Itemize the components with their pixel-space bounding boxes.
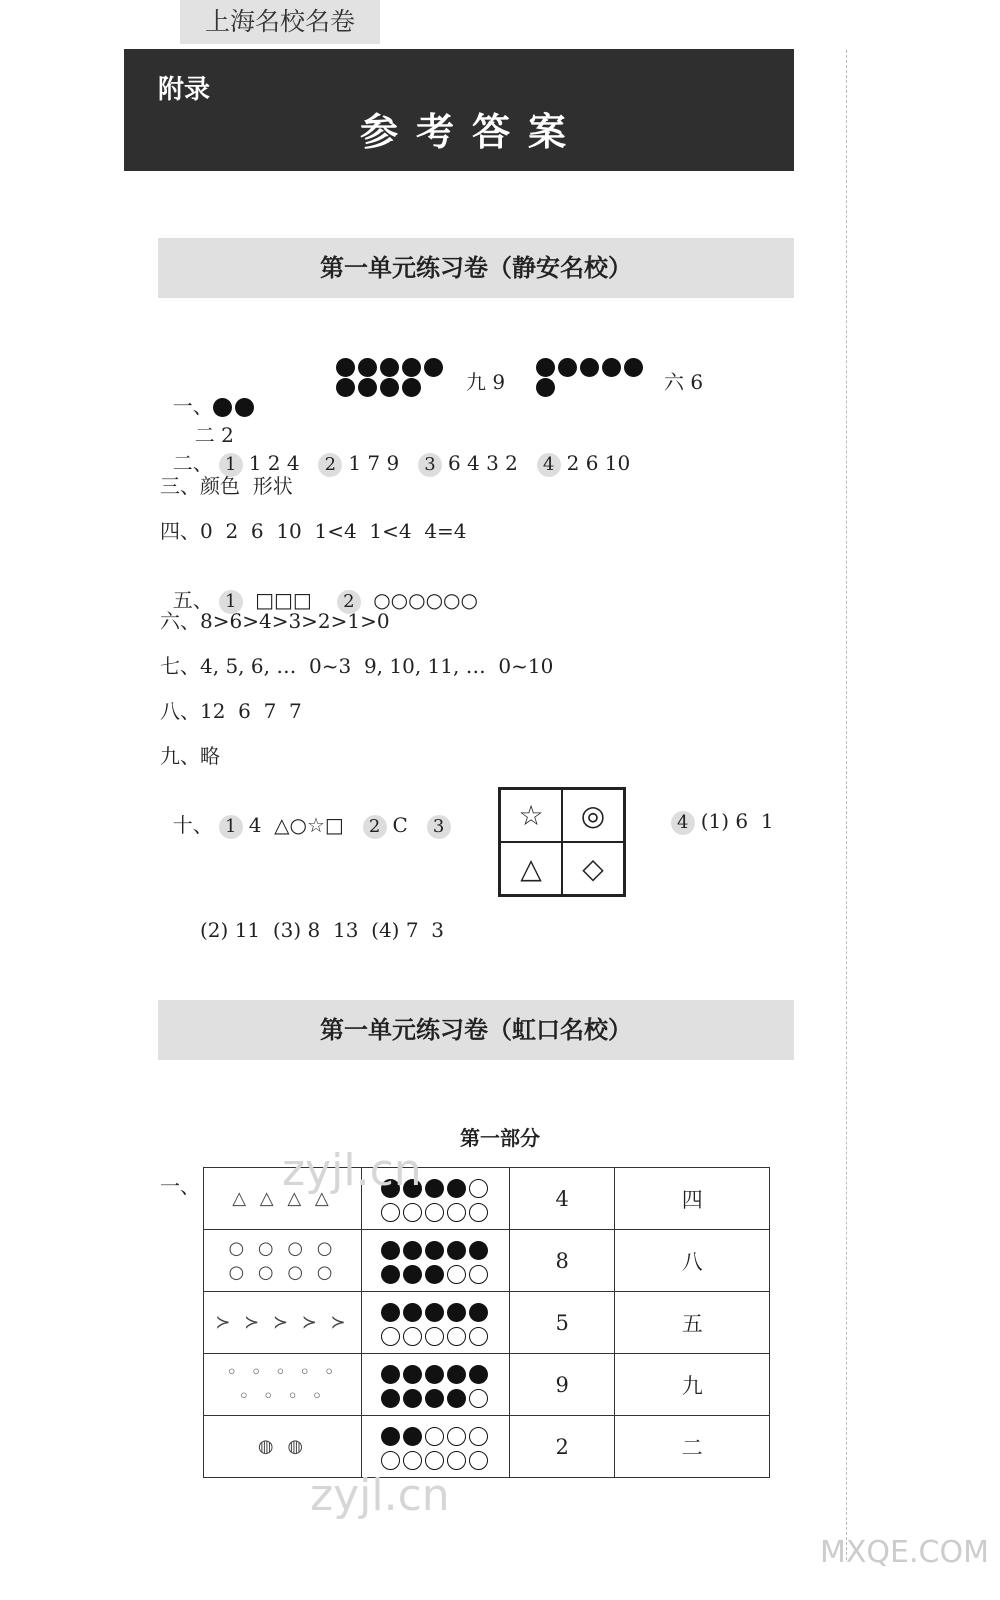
part-heading: 第一部分: [460, 1126, 540, 1150]
filled-circle: [425, 1365, 444, 1384]
ten-frame: [362, 1292, 510, 1354]
ten-frame: [362, 1230, 510, 1292]
empty-circle: [447, 1427, 466, 1446]
column-divider: [846, 50, 847, 1560]
apple-icon: ○ ○ ○ ○ ○ ○ ○ ○: [204, 1230, 362, 1292]
item-number: 1: [219, 815, 243, 839]
filled-circle: [447, 1389, 466, 1408]
count-chinese: 五: [615, 1292, 770, 1354]
answer-line-10-part4: [652, 785, 774, 835]
empty-circle: [425, 1203, 444, 1222]
line-prefix: 二、: [172, 451, 213, 475]
filled-circle: [425, 1389, 444, 1408]
empty-circle: [447, 1265, 466, 1284]
watermark: zyjl.cn: [282, 1145, 422, 1196]
item-number: 4: [537, 453, 561, 477]
filled-circle: [425, 1303, 444, 1322]
watermark: MXQE.COM: [820, 1535, 989, 1570]
empty-circle: [425, 1327, 444, 1346]
empty-circle: [381, 1451, 400, 1470]
table-row: [204, 1416, 770, 1478]
count-table: [203, 1167, 770, 1478]
item-number: 3: [418, 453, 442, 477]
line-prefix: 十、: [172, 813, 213, 837]
dot-group-6: [536, 357, 646, 397]
pear-icon: △ △ △ △: [204, 1168, 362, 1230]
count-chinese: 八: [615, 1230, 770, 1292]
shape-grid: [498, 787, 626, 897]
line-prefix: 五、: [172, 588, 213, 612]
answer-line-11: (2) 11 (3) 8 13 (4) 7 3: [200, 918, 444, 942]
filled-circle: [381, 1303, 400, 1322]
table-row: [204, 1292, 770, 1354]
filled-circle: [403, 1303, 422, 1322]
answer-text: ○○○○○○: [373, 588, 478, 612]
ten-frame: [362, 1416, 510, 1478]
empty-circle: [403, 1203, 422, 1222]
filled-circle: [425, 1179, 444, 1198]
empty-circle: [469, 1203, 488, 1222]
diamond-icon: ◇: [562, 842, 624, 895]
answer-text: 九 9: [466, 370, 506, 394]
carrot-icon: ≻ ≻ ≻ ≻ ≻: [204, 1292, 362, 1354]
section-heading-1: 第一单元练习卷（静安名校）: [158, 238, 794, 298]
empty-circle: [469, 1327, 488, 1346]
strawberry-icon: ◦ ◦ ◦ ◦ ◦ ◦ ◦ ◦ ◦: [204, 1354, 362, 1416]
empty-circle: [403, 1451, 422, 1470]
filled-circle: [469, 1365, 488, 1384]
empty-circle: [381, 1203, 400, 1222]
filled-circle: [447, 1303, 466, 1322]
empty-circle: [403, 1327, 422, 1346]
ten-frame: [362, 1354, 510, 1416]
answer-line-6: 六、8>6>4>3>2>1>0: [160, 609, 390, 633]
filled-circle: [381, 1265, 400, 1284]
answer-text: 2 6 10: [566, 451, 631, 475]
answer-text: 六 6: [664, 370, 704, 394]
count-chinese: 四: [615, 1168, 770, 1230]
filled-circle: [447, 1179, 466, 1198]
filled-circle: [381, 1427, 400, 1446]
item-number: 1: [219, 590, 243, 614]
answer-text: 6 4 3 2: [447, 451, 518, 475]
line-prefix: 一、: [172, 394, 213, 418]
watermelon-icon: ◍ ◍: [204, 1416, 362, 1478]
appendix-label: 附录: [158, 75, 211, 105]
item-number: 2: [318, 453, 342, 477]
table-row: [204, 1354, 770, 1416]
answer-text: (1) 6 1: [700, 809, 774, 833]
star-icon: ☆: [500, 789, 562, 842]
filled-circle: [403, 1241, 422, 1260]
answer-line-8: 八、12 6 7 7: [160, 699, 302, 723]
count-number: 4: [510, 1168, 615, 1230]
page-title: 参考答案: [360, 110, 585, 154]
answer-text: 1 7 9: [348, 451, 400, 475]
filled-circle: [403, 1427, 422, 1446]
answer-line-9: 九、略: [160, 744, 220, 768]
filled-circle: [469, 1241, 488, 1260]
count-number: 5: [510, 1292, 615, 1354]
bullseye-icon: ◎: [562, 789, 624, 842]
dot-group-7: [336, 357, 446, 397]
count-number: 2: [510, 1416, 615, 1478]
answer-line-3: 三、颜色 形状: [160, 474, 293, 498]
empty-circle: [425, 1451, 444, 1470]
count-chinese: 九: [615, 1354, 770, 1416]
empty-circle: [447, 1327, 466, 1346]
answer-line-10: [160, 785, 457, 839]
item-number: 4: [671, 811, 695, 835]
item-number: 2: [363, 815, 387, 839]
filled-circle: [403, 1265, 422, 1284]
empty-circle: [381, 1327, 400, 1346]
answer-text: C: [392, 813, 408, 837]
answer-line-2: [160, 423, 630, 477]
empty-circle: [447, 1203, 466, 1222]
item-number: 2: [337, 590, 361, 614]
filled-circle: [381, 1365, 400, 1384]
watermark: zyjl.cn: [310, 1470, 450, 1521]
answer-line-7: 七、4, 5, 6, … 0~3 9, 10, 11, … 0~10: [160, 654, 554, 678]
table-row: [204, 1230, 770, 1292]
filled-circle: [447, 1241, 466, 1260]
empty-circle: [447, 1451, 466, 1470]
filled-circle: [425, 1241, 444, 1260]
empty-circle: [425, 1427, 444, 1446]
filled-circle: [447, 1365, 466, 1384]
appendix-banner: [124, 49, 794, 171]
filled-circle: [469, 1303, 488, 1322]
filled-circle: [403, 1389, 422, 1408]
section-heading-2: 第一单元练习卷（虹口名校）: [158, 1000, 794, 1060]
answer-text: □□□: [255, 588, 312, 612]
count-chinese: 二: [615, 1416, 770, 1478]
count-number: 9: [510, 1354, 615, 1416]
series-label: 上海名校名卷: [180, 0, 380, 44]
answer-text: 二 2: [194, 423, 234, 447]
item-number: 3: [427, 815, 451, 839]
empty-circle: [469, 1389, 488, 1408]
line-prefix: 一、: [160, 1174, 200, 1198]
empty-circle: [469, 1427, 488, 1446]
filled-circle: [381, 1389, 400, 1408]
filled-circle: [425, 1265, 444, 1284]
filled-circle: [381, 1241, 400, 1260]
item-number: 1: [219, 453, 243, 477]
triangle-icon: △: [500, 842, 562, 895]
filled-circle: [403, 1365, 422, 1384]
empty-circle: [469, 1179, 488, 1198]
answer-line-4: 四、0 2 6 10 1<4 1<4 4=4: [160, 519, 467, 543]
empty-circle: [469, 1451, 488, 1470]
count-number: 8: [510, 1230, 615, 1292]
answer-text: 4 △○☆□: [248, 813, 344, 837]
answer-text: 1 2 4: [248, 451, 300, 475]
empty-circle: [469, 1265, 488, 1284]
